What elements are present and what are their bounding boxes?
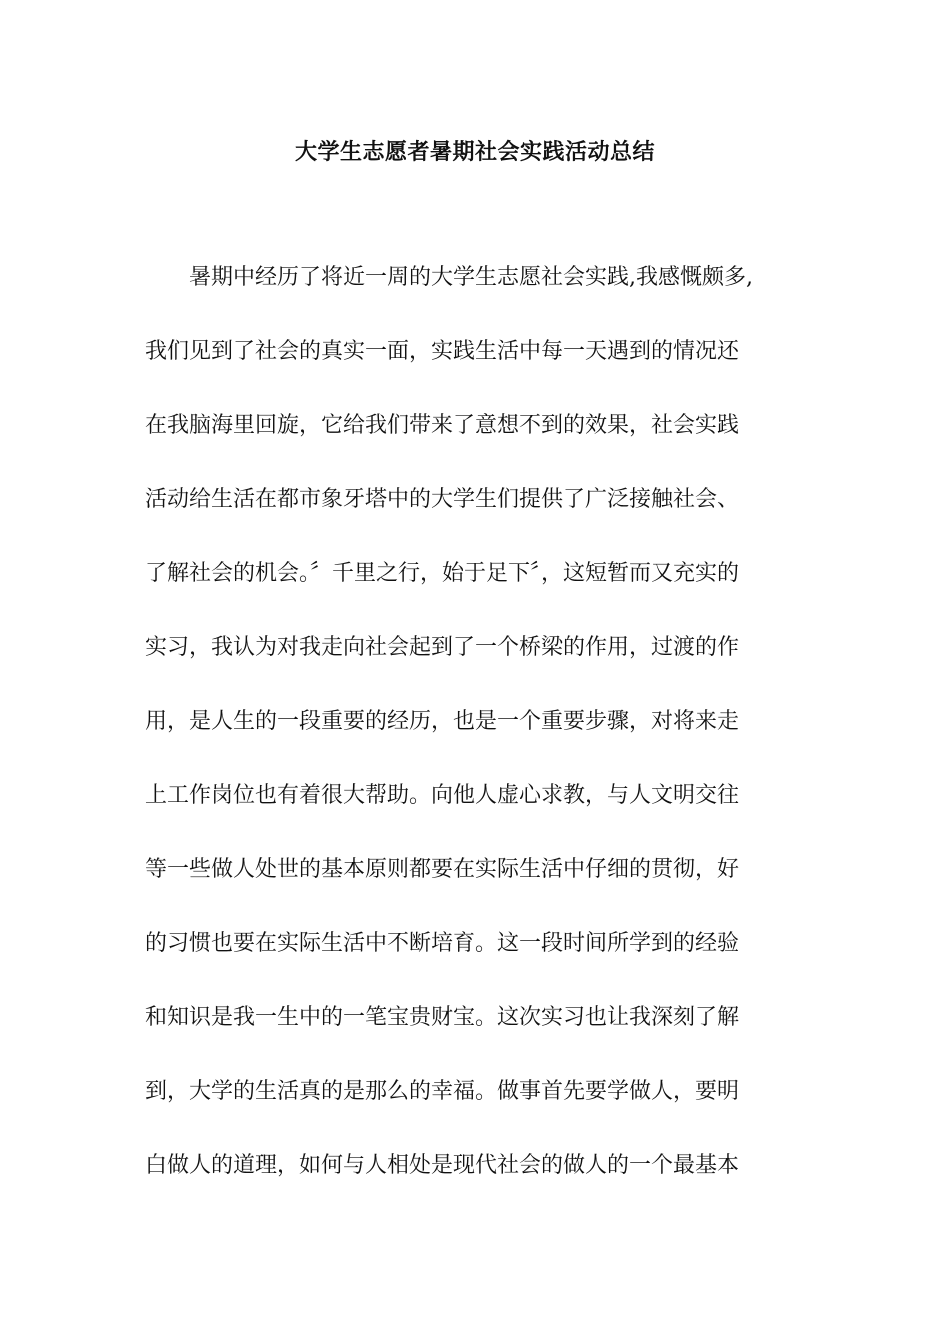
paragraph-line: 了解社会的机会。〞千里之行，始于足下〞，这短暂而又充实的 <box>145 561 740 586</box>
paragraph-line: 实习，我认为对我走向社会起到了一个桥梁的作用，过渡的作 <box>145 635 740 660</box>
paragraph-line: 的习惯也要在实际生活中不断培育。这一段时间所学到的经验 <box>145 931 740 956</box>
paragraph-line: 到，大学的生活真的是那么的幸福。做事首先要学做人，要明 <box>145 1079 740 1104</box>
paragraph-line: 等一些做人处世的基本原则都要在实际生活中仔细的贯彻，好 <box>145 857 740 882</box>
paragraph-line: 和知识是我一生中的一笔宝贵财宝。这次实习也让我深刻了解 <box>145 1005 740 1030</box>
paragraph-line: 暑期中经历了将近一周的大学生志愿社会实践,我感慨颇多, <box>189 265 753 290</box>
paragraph-line: 上工作岗位也有着很大帮助。向他人虚心求教，与人文明交往 <box>145 783 740 808</box>
paragraph-line: 用，是人生的一段重要的经历，也是一个重要步骤，对将来走 <box>145 709 740 734</box>
paragraph-line: 活动给生活在都市象牙塔中的大学生们提供了广泛接触社会、 <box>145 487 740 512</box>
document-title: 大学生志愿者暑期社会实践活动总结 <box>294 139 655 165</box>
paragraph-line: 我们见到了社会的真实一面，实践生活中每一天遇到的情况还 <box>145 339 740 364</box>
paragraph-line: 在我脑海里回旋，它给我们带来了意想不到的效果，社会实践 <box>145 413 740 438</box>
paragraph-line: 白做人的道理，如何与人相处是现代社会的做人的一个最基本 <box>145 1153 740 1178</box>
